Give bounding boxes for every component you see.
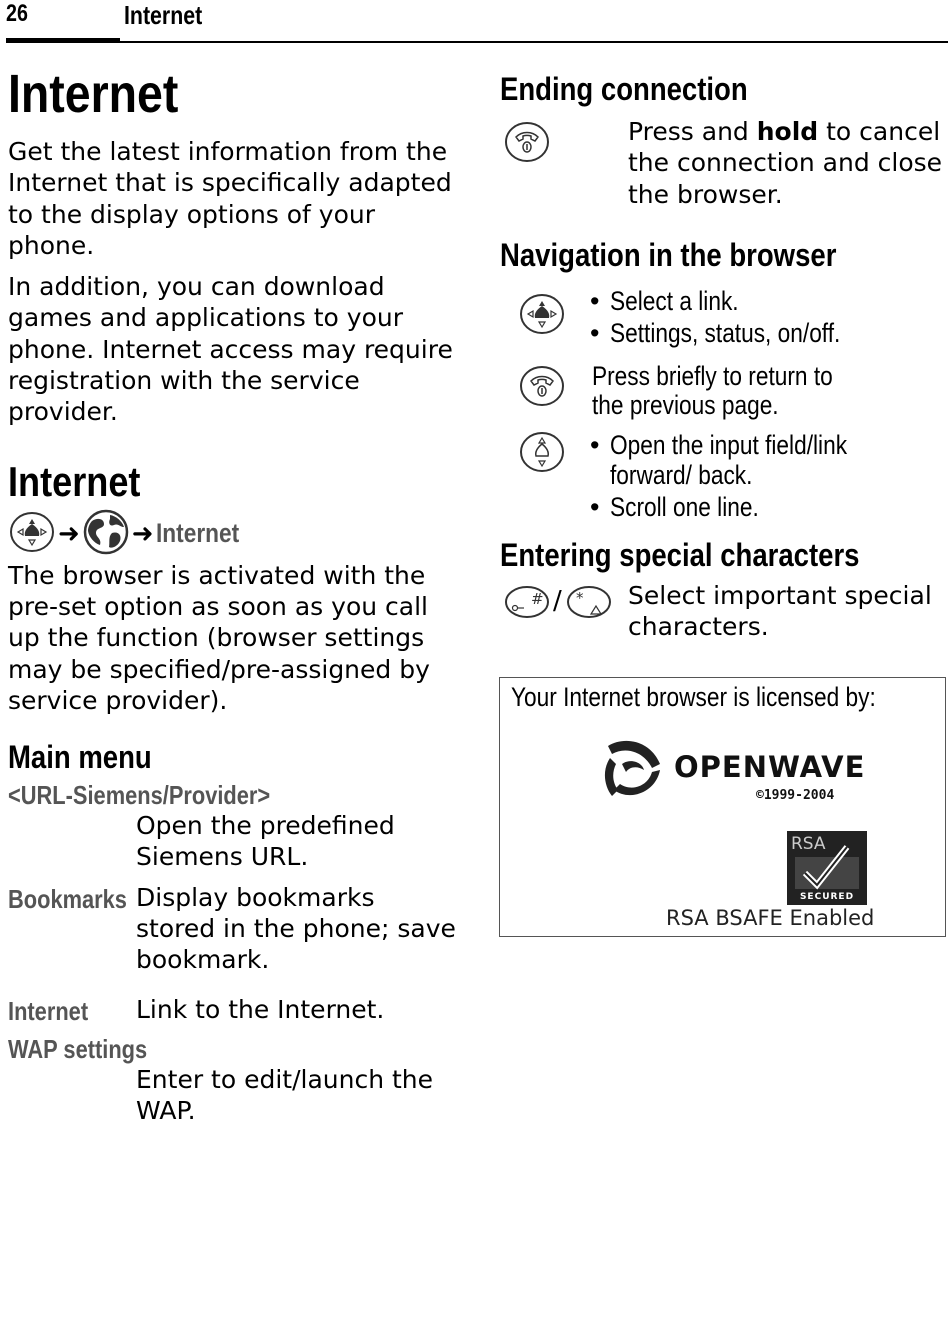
rsa-secured-badge xyxy=(787,831,867,905)
section-title-internet: Internet xyxy=(8,457,141,505)
nav-bullets-1 xyxy=(590,286,950,348)
special-characters-row xyxy=(500,580,945,650)
special-characters-heading: Entering special characters xyxy=(500,537,860,573)
ending-connection-text xyxy=(628,116,946,210)
intro-paragraph-2: In addition, you can download games and applications to your phone. Internet access may require registration with the service provider. xyxy=(8,272,453,427)
openwave-swirl-icon xyxy=(600,736,664,802)
nav-row-1 xyxy=(500,286,945,356)
svg-text:#: # xyxy=(531,590,544,608)
rsa-caption: RSA BSAFE Enabled xyxy=(666,906,875,930)
menu-item xyxy=(8,780,458,874)
menu-description: Enter to edit/launch the WAP. xyxy=(136,1065,434,1126)
rsa-secured-label: SECURED xyxy=(799,892,855,902)
list-item: • Settings, status, on/off. xyxy=(590,318,841,348)
ending-text-pre: Press and xyxy=(628,117,757,146)
menu-path xyxy=(8,510,458,558)
openwave-logo xyxy=(600,736,870,806)
openwave-copyright: ©1999-2004 xyxy=(756,788,835,803)
navigation-key-icon xyxy=(8,510,56,558)
menu-item xyxy=(8,994,458,1034)
hash-key-icon xyxy=(504,584,550,624)
left-column xyxy=(8,62,458,1126)
license-text: Your Internet browser is licensed by: xyxy=(511,682,876,712)
end-call-key-icon xyxy=(518,364,566,412)
right-column xyxy=(500,70,945,650)
page-number: 26 xyxy=(6,0,28,27)
header-rule xyxy=(6,41,948,43)
list-item: • Select a link. xyxy=(590,286,739,316)
page-title: Internet xyxy=(8,64,179,124)
menu-description: Open the predefined Siemens URL. xyxy=(136,811,395,872)
nav-text-2: Press briefly to return to the previous page. xyxy=(592,361,833,420)
svg-text:*: * xyxy=(576,589,584,607)
navigation-key-icon xyxy=(518,292,566,340)
browser-paragraph: The browser is activated with the pre-set option as soon as you call up the function (browser settings may be specified/pre-assigned by service provider). xyxy=(8,560,430,715)
nav-row-3 xyxy=(500,430,945,520)
nav-bullets-3 xyxy=(590,430,950,522)
arrow-icon: ➜ xyxy=(131,518,154,549)
navigation-heading: Navigation in the browser xyxy=(500,237,837,273)
intro-paragraph-1: Get the latest information from the Internet that is specifically adapted to the display options of your phone. xyxy=(8,137,452,260)
menu-term: <URL-Siemens/Provider> xyxy=(8,780,271,811)
list-item: • Open the input field/link forward/ back. xyxy=(590,430,848,490)
scroll-key-icon xyxy=(518,430,566,478)
menu-path-label: Internet xyxy=(155,518,239,549)
ending-text-post: to cancel the connection and close the browser. xyxy=(628,117,943,209)
menu-description: Display bookmarks stored in the phone; save bookmark. xyxy=(136,883,456,975)
license-box xyxy=(499,677,946,937)
end-call-key-icon xyxy=(504,120,550,168)
key-separator: / xyxy=(553,586,562,616)
main-menu-list xyxy=(8,780,458,1126)
special-characters-text: Select important special characters. xyxy=(628,581,932,642)
main-menu-heading: Main menu xyxy=(8,739,152,776)
menu-term: WAP settings xyxy=(8,1034,148,1065)
rsa-badge-label: RSA xyxy=(791,834,826,854)
menu-term: Internet xyxy=(8,996,89,1027)
menu-description: Link to the Internet. xyxy=(136,995,385,1025)
openwave-wordmark: OPENWAVE xyxy=(674,750,866,784)
ending-connection-heading: Ending connection xyxy=(500,71,748,107)
list-item: • Scroll one line. xyxy=(590,492,759,522)
menu-item xyxy=(8,1034,458,1126)
globe-icon xyxy=(82,509,130,559)
menu-item xyxy=(8,882,458,986)
ending-text-bold: hold xyxy=(756,117,819,146)
star-key-icon xyxy=(566,584,612,624)
arrow-icon: ➜ xyxy=(58,518,80,549)
menu-term: Bookmarks xyxy=(8,884,127,915)
nav-row-2 xyxy=(500,362,945,424)
ending-connection-row xyxy=(500,116,945,220)
running-header: Internet xyxy=(124,0,203,30)
